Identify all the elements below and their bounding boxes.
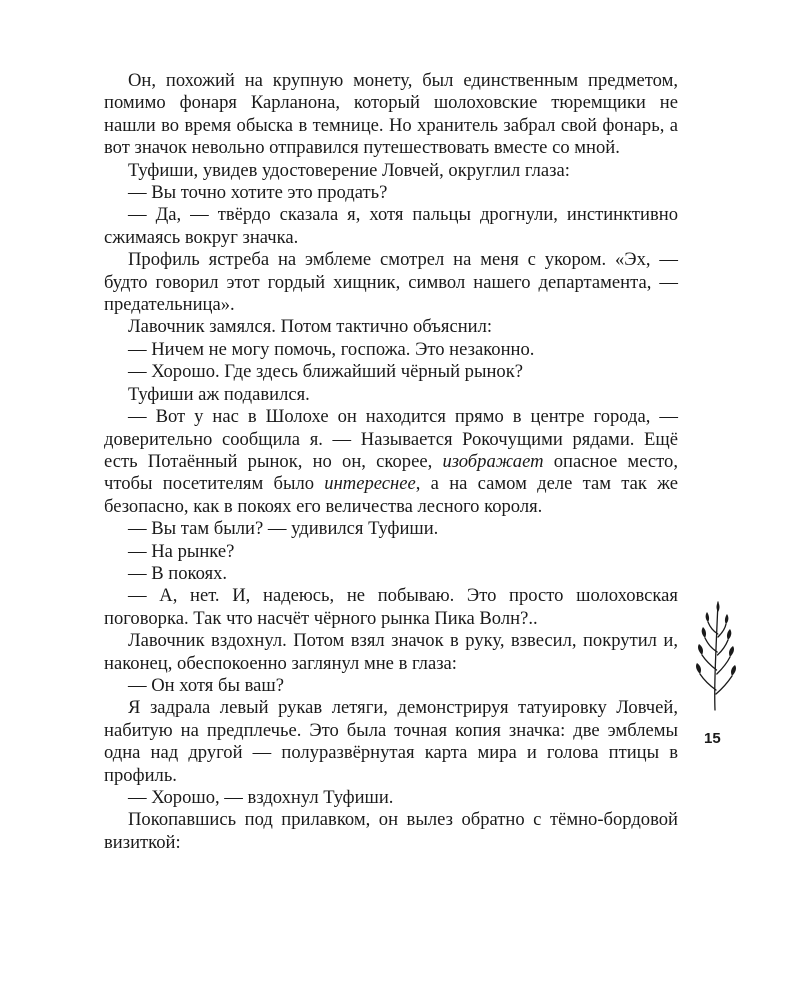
paragraph: Лавочник замялся. Потом тактично объяснил: [128, 316, 493, 338]
paragraph: Лавочник вздохнул. Потом взял значок в руку, взвесил, покрутил и, наконец, обеспокоенно заглянул мне в глаза: [104, 630, 678, 674]
dialogue-line: — В покоях. [128, 562, 228, 584]
paragraph: Профиль ястреба на эмблеме смотрел на меня с укором. «Эх, — будто говорил этот гордый хищник, символ нашего департамента, — предательница». [104, 249, 678, 316]
dialogue-line: — Да, — твёрдо сказала я, хотя пальцы дрогнули, инстинктивно сжимаясь вокруг значка. [104, 204, 678, 248]
italic-emphasis: интереснее [324, 473, 416, 495]
dialogue-line: — Вы точно хотите это продать? [128, 182, 388, 204]
italic-emphasis: изображает [442, 450, 544, 472]
paragraph: Туфиши аж подавился. [128, 383, 310, 405]
dialogue-line: — Вы там были? — удивился Туфиши. [128, 518, 439, 540]
page-number: 15 [704, 730, 721, 747]
dialogue-line: — Он хотя бы ваш? [128, 674, 284, 696]
paragraph: Я задрала левый рукав летяги, демонстрируя татуировку Ловчей, набитую на предплечье. Это была точная копия значка: две эмблемы одна над другой — полуразвёрнутая карта мира и голова птицы в профиль. [104, 697, 678, 786]
paragraph: Покопавшись под прилавком, он вылез обратно с тёмно-бордовой визиткой: [104, 809, 678, 853]
dialogue-line: — Вот у нас в Шолохе он находится прямо в центре города, — доверительно сообщила я. — Называется Рокочущими рядами. Ещё есть Потаённый рынок, но он, скорее, изображает опасное место, чтобы посетителям было интереснее, а на самом деле там так же безопасно, как в покоях его величества лесного короля. [104, 406, 678, 517]
paragraph: Туфиши, увидев удостоверение Ловчей, округлил глаза: [128, 159, 570, 181]
leaf-sprig-icon [692, 600, 740, 712]
dialogue-line: — А, нет. И, надеюсь, не побываю. Это просто шолоховская поговорка. Так что насчёт чёрного рынка Пика Волн?.. [104, 585, 678, 629]
dialogue-line: — Хорошо, — вздохнул Туфиши. [128, 787, 394, 808]
page-body [104, 70, 678, 854]
paragraph: Он, похожий на крупную монету, был единственным предметом, помимо фонаря Карланона, который шолоховские тюремщики не нашли во время обыска в темнице. Но хранитель забрал свой фонарь, а вот значок невольно отправился путешествовать вместе со мной. [104, 70, 678, 159]
dialogue-line: — На рынке? [128, 540, 235, 562]
dialogue-line: — Ничем не могу помочь, госпожа. Это незаконно. [128, 338, 535, 360]
dialogue-line: — Хорошо. Где здесь ближайший чёрный рынок? [128, 361, 523, 383]
